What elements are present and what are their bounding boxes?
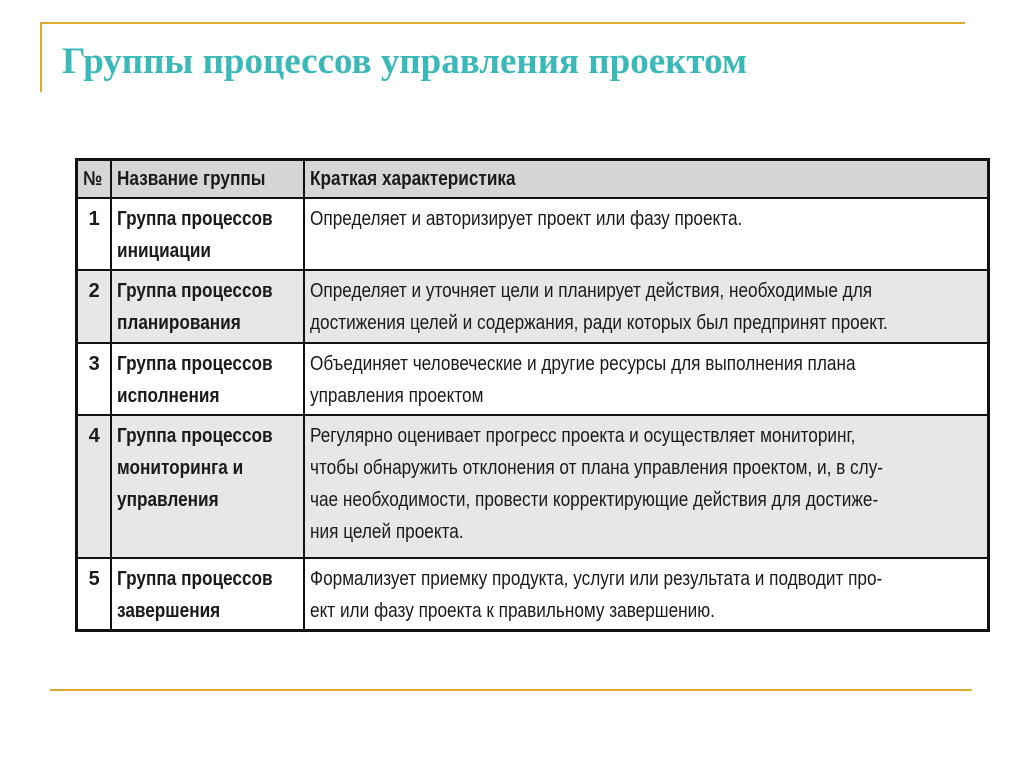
left-accent-line xyxy=(40,22,42,92)
header-number: № xyxy=(77,160,112,199)
group-name xyxy=(111,343,304,415)
table-row xyxy=(77,270,989,343)
group-name-line: Группа процессов xyxy=(117,568,273,590)
header-group-name: Название группы xyxy=(111,160,304,199)
group-description-line: достижения целей и содержания, ради которых был предпринят проект. xyxy=(310,312,888,334)
group-name-line: Группа процессов xyxy=(117,425,273,447)
row-number: 3 xyxy=(77,343,112,415)
group-description-line: чтобы обнаружить отклонения от плана управления проектом, и, в слу- xyxy=(310,457,884,479)
process-groups-table xyxy=(75,158,990,632)
top-divider xyxy=(40,22,965,24)
group-name-line: Группа процессов xyxy=(117,280,273,302)
group-description-line: Объединяет человеческие и другие ресурсы для выполнения плана xyxy=(310,353,856,375)
bottom-divider xyxy=(50,689,972,691)
group-description-line: управления проектом xyxy=(310,385,484,407)
group-description-line: Определяет и авторизирует проект или фазу проекта. xyxy=(310,208,743,230)
group-name-line: инициации xyxy=(117,240,212,262)
group-description xyxy=(304,343,988,415)
row-number: 1 xyxy=(77,198,112,270)
table-header-row xyxy=(77,160,989,199)
table-row xyxy=(77,343,989,415)
slide-title: Группы процессов управления проектом xyxy=(62,41,748,82)
group-name-line: завершения xyxy=(117,600,221,622)
group-name-line: управления xyxy=(117,489,219,511)
group-description xyxy=(304,198,988,270)
row-number: 5 xyxy=(77,558,112,631)
header-description: Краткая характеристика xyxy=(304,160,988,199)
group-description-line: ния целей проекта. xyxy=(310,521,464,543)
group-description-line: чае необходимости, провести корректирующие действия для достиже- xyxy=(310,489,879,511)
group-description xyxy=(304,415,988,558)
group-description-line: Определяет и уточняет цели и планирует действия, необходимые для xyxy=(310,280,873,302)
group-description-line: ект или фазу проекта к правильному завершению. xyxy=(310,600,716,622)
row-number: 2 xyxy=(77,270,112,343)
table-row xyxy=(77,198,989,270)
group-name-line: Группа процессов xyxy=(117,353,273,375)
group-name-line: Группа процессов xyxy=(117,208,273,230)
group-name xyxy=(111,415,304,558)
group-name-line: мониторинга и xyxy=(117,457,244,479)
row-number: 4 xyxy=(77,415,112,558)
group-description-line: Регулярно оценивает прогресс проекта и осуществляет мониторинг, xyxy=(310,425,856,447)
group-description-line: Формализует приемку продукта, услуги или результата и подводит про- xyxy=(310,568,883,590)
group-description xyxy=(304,558,988,631)
group-name xyxy=(111,270,304,343)
group-name-line: планирования xyxy=(117,312,242,334)
group-name-line: исполнения xyxy=(117,385,220,407)
table-row xyxy=(77,558,989,631)
group-name xyxy=(111,198,304,270)
group-description xyxy=(304,270,988,343)
group-name xyxy=(111,558,304,631)
table-row xyxy=(77,415,989,558)
